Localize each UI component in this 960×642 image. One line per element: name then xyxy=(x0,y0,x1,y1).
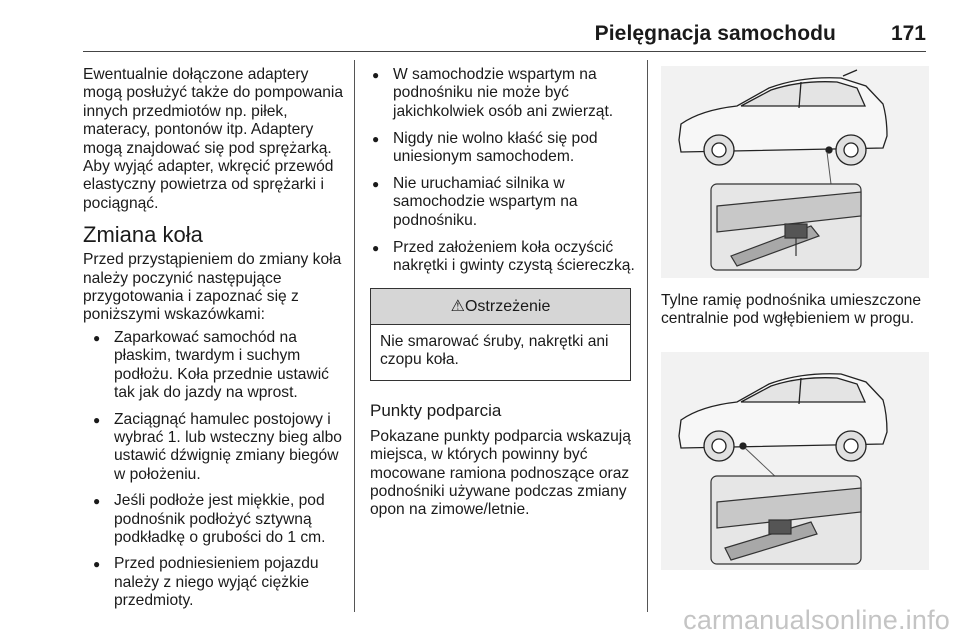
warning-icon: ⚠ xyxy=(450,297,465,315)
list-item: ● Nie uruchamiać silnika w samochodzie wspartym na podnośniku. xyxy=(370,175,635,230)
column-1 xyxy=(83,66,345,619)
page-title: Pielęgnacja samochodu xyxy=(594,22,836,45)
header-rule xyxy=(83,51,926,52)
jack-point-front-illustration xyxy=(661,352,929,570)
list-item: ● W samochodzie wspartym na podnośniku nie może być jakichkolwiek osób ani zwierząt. xyxy=(370,66,635,121)
list-item: ● Zaparkować samochód na płaskim, twardym i suchym podłożu. Koła przednie ustawić tak jak do jazdy na wprost. xyxy=(91,329,345,403)
jack-point-rear-illustration xyxy=(661,66,929,278)
subsection-paragraph: Pokazane punkty podparcia wskazują miejsca, w których powinny być mocowane ramiona podnoszące oraz podnośniki używane podczas zmiany opon na zimowe/letnie. xyxy=(370,427,631,519)
list-item: ● Przed założeniem koła oczyścić nakrętki i gwinty czystą ściereczką. xyxy=(370,239,635,276)
warning-header xyxy=(371,289,630,325)
list-item: ● Zaciągnąć hamulec postojowy i wybrać 1. lub wsteczny bieg albo ustawić dźwignię zmiany biegów w położeniu. xyxy=(91,411,345,485)
page-number: 171 xyxy=(890,22,926,45)
section-heading: Zmiana koła xyxy=(83,222,203,248)
subsection-heading: Punkty podparcia xyxy=(370,400,502,420)
section-intro: Przed przystąpieniem do zmiany koła należy poczynić następujące przygotowania i zapoznać się z poniższymi wskazówkami: xyxy=(83,251,342,324)
figure-caption-1: Tylne ramię podnośnika umieszczone centralnie pod wgłębieniem w progu. xyxy=(661,292,922,328)
column-divider-1 xyxy=(354,60,355,612)
intro-paragraph: Ewentualnie dołączone adaptery mogą posłużyć także do pompowania innych przedmiotów np. piłek, materacy, pontonów itp. Adaptery mogą znajdować się pod sprężarką. Aby wyjąć adapter, wkręcić przewód elastyczny powietrza od sprężarki i pociągnąć. xyxy=(83,66,344,212)
prep-list xyxy=(91,329,345,611)
safety-list xyxy=(370,66,635,276)
list-item: ● Jeśli podłoże jest miękkie, pod podnośnik podłożyć sztywną podkładkę o grubości do 1 cm. xyxy=(91,492,345,547)
warning-text: Nie smarować śruby, nakrętki ani czopu koła. xyxy=(380,332,609,369)
warning-box xyxy=(370,288,631,381)
list-item: ● Przed podniesieniem pojazdu należy z niego wyjąć ciężkie przedmioty. xyxy=(91,555,345,610)
warning-title: Ostrzeżenie xyxy=(464,297,551,315)
jack-detail-inset xyxy=(711,476,861,564)
page-header xyxy=(0,0,960,52)
column-2 xyxy=(370,66,635,520)
watermark: carmanualsonline.info xyxy=(683,605,950,635)
list-item: ● Nigdy nie wolno kłaść się pod uniesionym samochodem. xyxy=(370,130,635,167)
jack-detail-inset xyxy=(711,184,861,270)
column-divider-2 xyxy=(647,60,648,612)
